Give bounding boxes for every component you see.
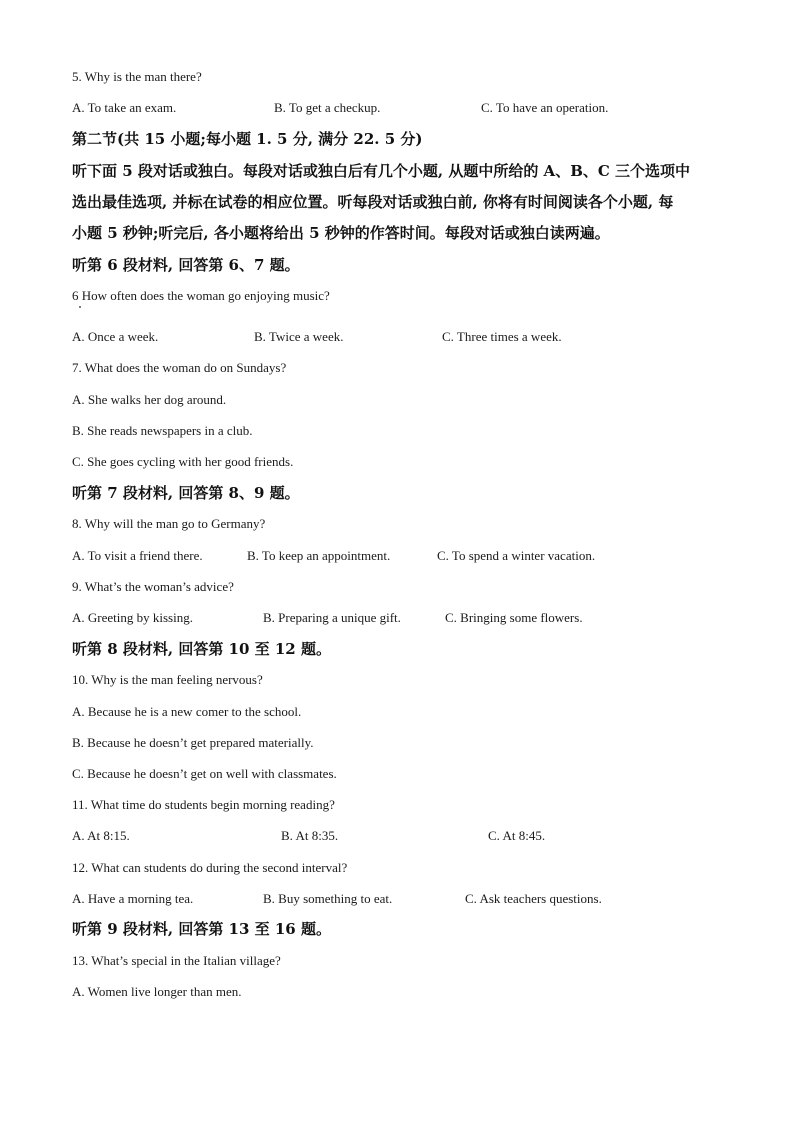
section-2-instructions-line-3: 小题 5 秒钟;听完后, 各小题将给出 5 秒钟的作答时间。每段对话或独白读两遍。: [72, 224, 610, 242]
question-13-stem: 13. What’s special in the Italian village?: [72, 953, 281, 968]
stray-dot-mark: [79, 306, 81, 308]
question-7-option-c: C. She goes cycling with her good friends.: [72, 454, 294, 469]
question-12-option-b: B. Buy something to eat.: [263, 891, 393, 906]
part-7-heading: 听第 7 段材料, 回答第 8、9 题。: [72, 484, 300, 502]
question-11-option-b: B. At 8:35.: [281, 828, 339, 843]
section-2-instructions-line-2: 选出最佳选项, 并标在试卷的相应位置。听每段对话或独白前, 你将有时间阅读各个小题, 每: [72, 193, 674, 211]
part-6-heading: 听第 6 段材料, 回答第 6、7 题。: [72, 256, 300, 274]
question-11-option-c: C. At 8:45.: [488, 828, 546, 843]
question-5-option-b: B. To get a checkup.: [274, 100, 381, 115]
question-11-stem: 11. What time do students begin morning reading?: [72, 797, 335, 812]
part-8-heading: 听第 8 段材料, 回答第 10 至 12 题。: [72, 640, 331, 658]
question-7-option-a: A. She walks her dog around.: [72, 392, 227, 407]
question-10-stem: 10. Why is the man feeling nervous?: [72, 672, 263, 687]
question-6-stem: 6 How often does the woman go enjoying music?: [72, 288, 330, 303]
question-9-option-a: A. Greeting by kissing.: [72, 610, 193, 625]
question-6-option-c: C. Three times a week.: [442, 329, 562, 344]
question-11-option-a: A. At 8:15.: [72, 828, 130, 843]
question-10-option-b: B. Because he doesn’t get prepared materially.: [72, 735, 314, 750]
question-8-option-b: B. To keep an appointment.: [247, 548, 391, 563]
question-5-option-c: C. To have an operation.: [481, 100, 609, 115]
question-8-option-c: C. To spend a winter vacation.: [437, 548, 596, 563]
question-12-option-a: A. Have a morning tea.: [72, 891, 194, 906]
question-9-stem: 9. What’s the woman’s advice?: [72, 579, 234, 594]
question-7-stem: 7. What does the woman do on Sundays?: [72, 360, 287, 375]
question-5-stem: 5. Why is the man there?: [72, 69, 202, 84]
section-2-title: 第二节(共 15 小题;每小题 1. 5 分, 满分 22. 5 分): [72, 130, 423, 148]
question-12-option-c: C. Ask teachers questions.: [465, 891, 602, 906]
question-9-option-c: C. Bringing some flowers.: [445, 610, 583, 625]
question-8-stem: 8. Why will the man go to Germany?: [72, 516, 266, 531]
question-7-option-b: B. She reads newspapers in a club.: [72, 423, 253, 438]
question-6-option-b: B. Twice a week.: [254, 329, 344, 344]
question-13-option-a: A. Women live longer than men.: [72, 984, 242, 999]
part-9-heading: 听第 9 段材料, 回答第 13 至 16 题。: [72, 920, 331, 938]
question-10-option-c: C. Because he doesn’t get on well with classmates.: [72, 766, 337, 781]
question-9-option-b: B. Preparing a unique gift.: [263, 610, 401, 625]
question-12-stem: 12. What can students do during the second interval?: [72, 860, 348, 875]
question-10-option-a: A. Because he is a new comer to the school.: [72, 704, 302, 719]
question-8-option-a: A. To visit a friend there.: [72, 548, 203, 563]
question-5-option-a: A. To take an exam.: [72, 100, 177, 115]
section-2-instructions-line-1: 听下面 5 段对话或独白。每段对话或独白后有几个小题, 从题中所给的 A、B、C 三个选项中: [72, 162, 691, 180]
question-6-option-a: A. Once a week.: [72, 329, 159, 344]
